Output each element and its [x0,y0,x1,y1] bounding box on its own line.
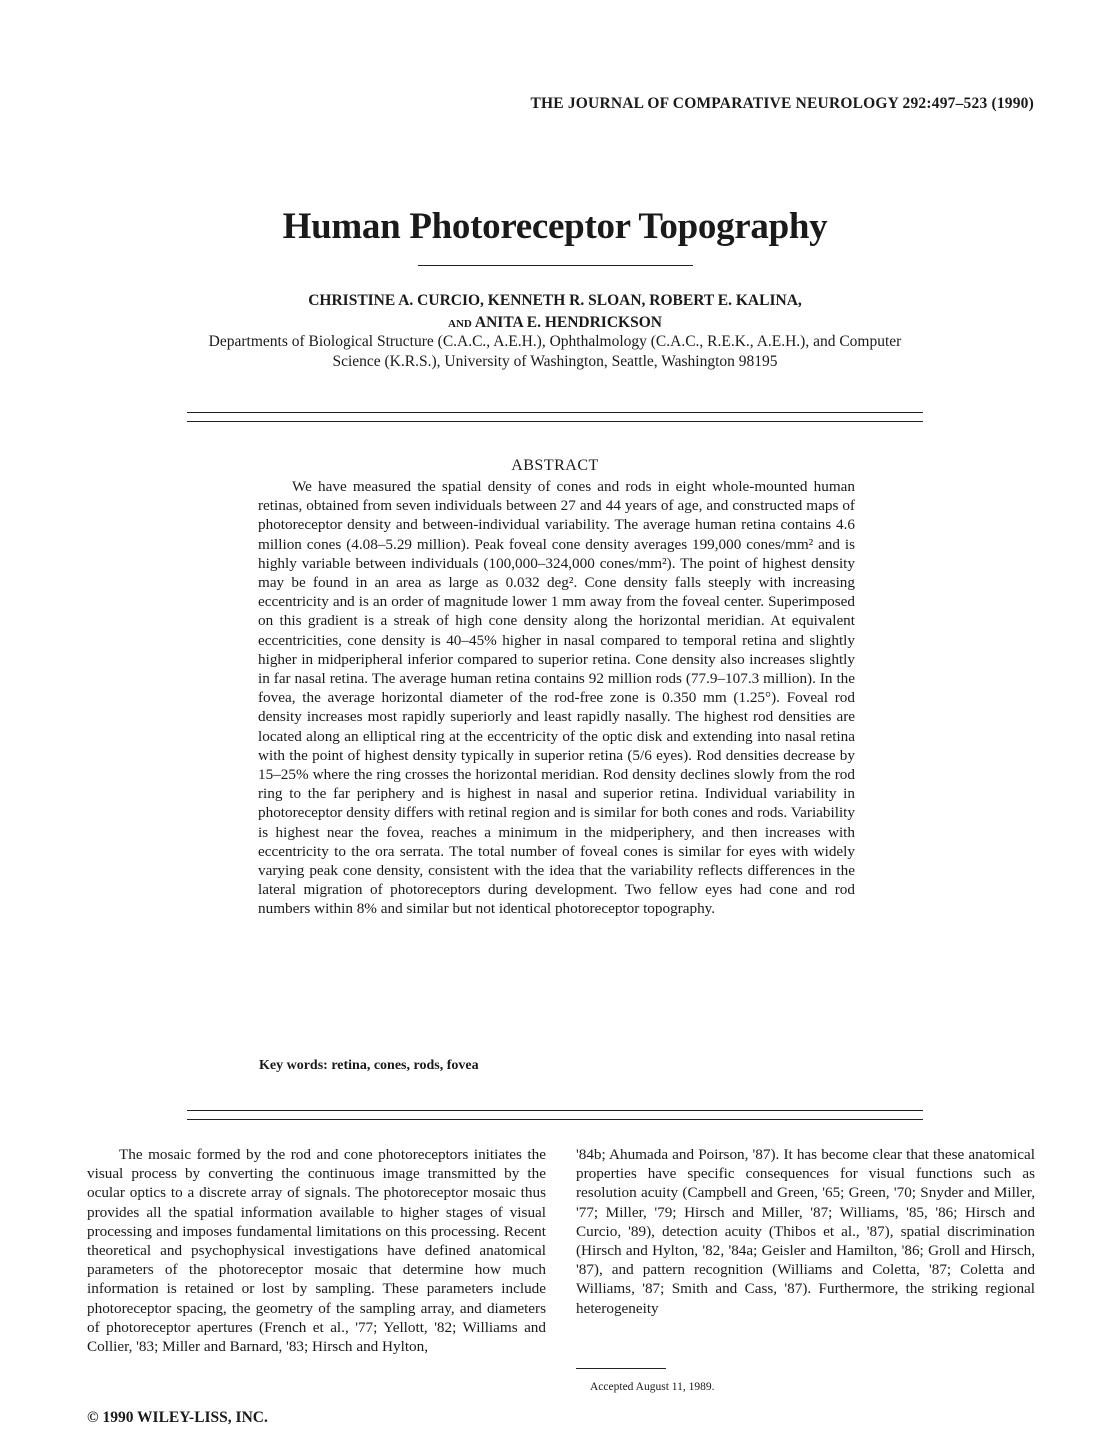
authors-last: ANITA E. HENDRICKSON [474,314,662,331]
body-column-left: The mosaic formed by the rod and cone photoreceptors initiates the visual process by converting the continuous image transmitted by the ocular optics to a discrete array of signals. The photoreceptor mosaic thus provides all the spatial information available to higher stages of visual processing and imposes fundamental limitations on this processing. Recent theoretical and psychophysical investigations have defined anatomical parameters of the photoreceptor mosaic that determine how much information is retained or lost by sampling. These parameters include photoreceptor spacing, the geometry of the sampling array, and diameters of photoreceptor apertures (French et al., '77; Yellott, '82; Williams and Collier, '83; Miller and Barnard, '83; Hirsch and Hylton, [87,1146,546,1356]
abstract-body: We have measured the spatial density of cones and rods in eight whole-mounted human retinas, obtained from seven individuals between 27 and 44 years of age, and constructed maps of photoreceptor density and between-individual variability. The average human retina contains 4.6 million cones (4.08–5.29 million). Peak foveal cone density averages 199,000 cones/mm² and is highly variable between individuals (100,000–324,000 cones/mm²). The point of highest density may be found in an area as large as 0.032 deg². Cone density falls steeply with increasing eccentricity and is an order of magnitude lower 1 mm away from the foveal center. Superimposed on this gradient is a streak of high cone density along the horizontal meridian. At equivalent eccentricities, cone density is 40–45% higher in nasal compared to temporal retina and slightly higher in midperipheral inferior compared to superior retina. Cone density also increases slightly in far nasal retina. The average human retina contains 92 million rods (77.9–107.3 million). In the fovea, the average horizontal diameter of the rod-free zone is 0.350 mm (1.25°). Foveal rod density increases most rapidly superiorly and least rapidly nasally. The highest rod densities are located along an elliptical ring at the eccentricity of the optic disk and extending into nasal retina with the point of highest density typically in superior retina (5/6 eyes). Rod densities decrease by 15–25% where the ring crosses the horizontal meridian. Rod density declines slowly from the rod ring to the far periphery and is highest in nasal and superior retina. Individual variability in photoreceptor density differs with retinal region and is similar for both cones and rods. Variability is highest near the fovea, reaches a minimum in the midperiphery, and then increases with eccentricity to the ora serrata. The total number of foveal cones is similar for eyes with widely varying peak cone density, consistent with the idea that the variability reflects differences in the lateral migration of photoreceptors during development. Two fellow eyes had cone and rod numbers within 8% and similar but not identical photoreceptor topography. [258,478,855,918]
body-column-right: '84b; Ahumada and Poirson, '87). It has become clear that these anatomical properties have specific consequences for visual functions such as resolution acuity (Campbell and Green, '65; Green, '70; Snyder and Miller, '77; Miller, '79; Hirsch and Miller, '87; Williams, '85, '86; Hirsch and Curcio, '89), detection acuity (Thibos et al., '87), spatial discrimination (Hirsch and Hylton, '82, '84a; Geisler and Hamilton, '86; Groll and Hirsch, '87), and pattern recognition (Williams and Coletta, '87; Coletta and Williams, '87; Smith and Cass, '87). Furthermore, the striking regional heterogeneity [576,1146,1035,1317]
footnote-divider [576,1368,666,1369]
abstract-bottom-rule-2 [187,1119,923,1120]
journal-header: THE JOURNAL OF COMPARATIVE NEUROLOGY 292:497–523 (1990) [530,95,1034,112]
title-divider [418,265,693,266]
affiliation: Departments of Biological Structure (C.A.C., A.E.H.), Ophthalmology (C.A.C., R.E.K., A.E.H.), and Computer Science (K.R.S.), University of Washington, Seattle, Washington 98195 [208,333,902,370]
abstract-heading: ABSTRACT [511,457,599,474]
abstract-top-rule-2 [187,421,923,422]
authors-and: AND [448,318,472,330]
article-title: Human Photoreceptor Topography [282,206,828,247]
abstract-top-rule [187,412,923,413]
footnote: Accepted August 11, 1989. [590,1381,715,1393]
copyright: © 1990 WILEY-LISS, INC. [87,1409,268,1426]
authors-line-1: CHRISTINE A. CURCIO, KENNETH R. SLOAN, ROBERT E. KALINA, [308,292,802,309]
authors [0,290,1110,335]
abstract-bottom-rule [187,1110,923,1111]
keywords: Key words: retina, cones, rods, fovea [259,1058,479,1073]
